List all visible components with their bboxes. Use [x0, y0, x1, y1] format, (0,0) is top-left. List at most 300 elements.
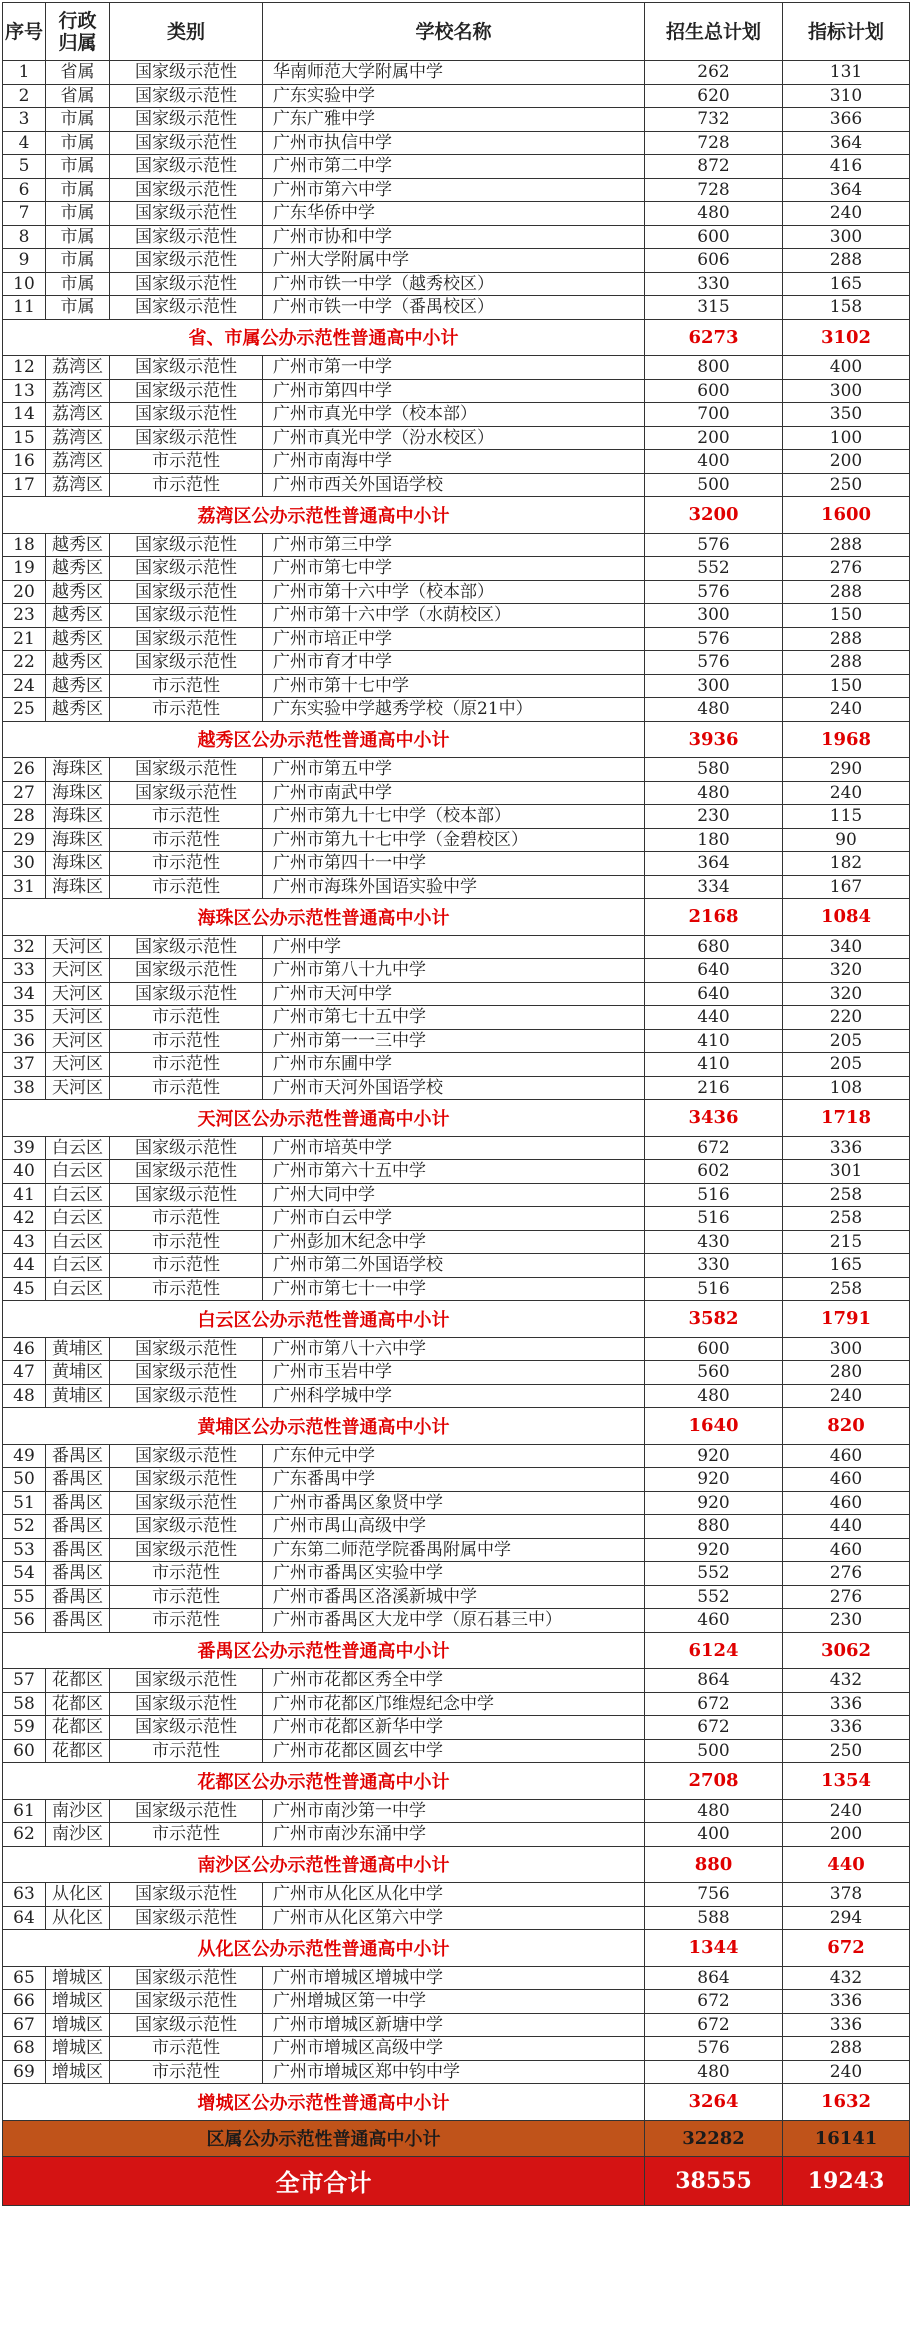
- row-quota-plan: 165: [783, 272, 910, 296]
- table-row: [3, 557, 910, 581]
- row-quota-plan: 288: [783, 651, 910, 675]
- row-total-plan: 200: [645, 426, 783, 450]
- row-admin: 番禺区: [46, 1491, 110, 1515]
- row-school: 广州市培正中学: [263, 627, 645, 651]
- row-admin: 海珠区: [46, 805, 110, 829]
- row-school: 广州市从化区从化中学: [263, 1883, 645, 1907]
- row-quota-plan: 294: [783, 1906, 910, 1930]
- subtotal-total: 880: [645, 1846, 783, 1883]
- row-quota-plan: 205: [783, 1053, 910, 1077]
- row-quota-plan: 230: [783, 1609, 910, 1633]
- row-category: 国家级示范性: [110, 1337, 263, 1361]
- row-total-plan: 516: [645, 1183, 783, 1207]
- row-total-plan: 180: [645, 828, 783, 852]
- subtotal-row: [3, 1408, 910, 1445]
- table-row: [3, 155, 910, 179]
- subtotal-total: 2708: [645, 1763, 783, 1800]
- row-school: 广州科学城中学: [263, 1384, 645, 1408]
- row-admin: 花都区: [46, 1692, 110, 1716]
- row-quota-plan: 364: [783, 178, 910, 202]
- row-category: 市示范性: [110, 1076, 263, 1100]
- row-no: 43: [3, 1230, 46, 1254]
- row-no: 36: [3, 1029, 46, 1053]
- row-admin: 荔湾区: [46, 379, 110, 403]
- row-no: 65: [3, 1966, 46, 1990]
- row-quota-plan: 320: [783, 959, 910, 983]
- row-total-plan: 864: [645, 1669, 783, 1693]
- row-total-plan: 576: [645, 651, 783, 675]
- row-quota-plan: 280: [783, 1361, 910, 1385]
- table-row: [3, 982, 910, 1006]
- row-no: 42: [3, 1207, 46, 1231]
- row-category: 国家级示范性: [110, 1160, 263, 1184]
- row-total-plan: 480: [645, 698, 783, 722]
- row-total-plan: 672: [645, 2013, 783, 2037]
- row-quota-plan: 460: [783, 1468, 910, 1492]
- row-school: 广州市第五中学: [263, 758, 645, 782]
- row-admin: 越秀区: [46, 627, 110, 651]
- row-no: 64: [3, 1906, 46, 1930]
- table-row: [3, 1337, 910, 1361]
- row-admin: 白云区: [46, 1160, 110, 1184]
- row-quota-plan: 300: [783, 379, 910, 403]
- row-school: 广东实验中学越秀学校（原21中）: [263, 698, 645, 722]
- row-category: 国家级示范性: [110, 1883, 263, 1907]
- row-admin: 番禺区: [46, 1538, 110, 1562]
- row-school: 广州市第十七中学: [263, 674, 645, 698]
- row-no: 25: [3, 698, 46, 722]
- row-category: 市示范性: [110, 805, 263, 829]
- row-no: 22: [3, 651, 46, 675]
- row-quota-plan: 250: [783, 1739, 910, 1763]
- subtotal-row: [3, 1100, 910, 1137]
- row-total-plan: 872: [645, 155, 783, 179]
- row-quota-plan: 400: [783, 356, 910, 380]
- row-total-plan: 480: [645, 1799, 783, 1823]
- row-category: 国家级示范性: [110, 1361, 263, 1385]
- subtotal-quota: 1718: [783, 1100, 910, 1137]
- subtotal-label: 从化区公办示范性普通高中小计: [3, 1930, 645, 1967]
- row-school: 广州市第九十七中学（校本部）: [263, 805, 645, 829]
- table-row: [3, 2037, 910, 2061]
- row-admin: 天河区: [46, 1029, 110, 1053]
- row-category: 国家级示范性: [110, 379, 263, 403]
- row-no: 26: [3, 758, 46, 782]
- row-school: 广东仲元中学: [263, 1444, 645, 1468]
- table-row: [3, 178, 910, 202]
- table-row: [3, 1444, 910, 1468]
- city-total-quota: 19243: [783, 2156, 910, 2205]
- row-admin: 海珠区: [46, 758, 110, 782]
- row-quota-plan: 350: [783, 403, 910, 427]
- row-category: 市示范性: [110, 1053, 263, 1077]
- row-total-plan: 606: [645, 249, 783, 273]
- subtotal-total: 6273: [645, 319, 783, 356]
- row-admin: 市属: [46, 178, 110, 202]
- header-quota-plan: 指标计划: [783, 3, 910, 61]
- row-no: 10: [3, 272, 46, 296]
- row-admin: 番禺区: [46, 1515, 110, 1539]
- table-row: [3, 1906, 910, 1930]
- row-quota-plan: 200: [783, 450, 910, 474]
- row-total-plan: 576: [645, 627, 783, 651]
- row-admin: 海珠区: [46, 852, 110, 876]
- row-quota-plan: 288: [783, 2037, 910, 2061]
- row-quota-plan: 336: [783, 1716, 910, 1740]
- table-row: [3, 272, 910, 296]
- row-no: 20: [3, 580, 46, 604]
- row-school: 广州市第二外国语学校: [263, 1254, 645, 1278]
- row-category: 国家级示范性: [110, 296, 263, 320]
- district-total-label: 区属公办示范性普通高中小计: [3, 2120, 645, 2156]
- row-no: 44: [3, 1254, 46, 1278]
- row-total-plan: 700: [645, 403, 783, 427]
- row-admin: 越秀区: [46, 674, 110, 698]
- row-total-plan: 552: [645, 1585, 783, 1609]
- table-row: [3, 2013, 910, 2037]
- row-admin: 省属: [46, 84, 110, 108]
- row-quota-plan: 131: [783, 61, 910, 85]
- subtotal-row: [3, 2084, 910, 2121]
- row-total-plan: 576: [645, 2037, 783, 2061]
- row-quota-plan: 460: [783, 1491, 910, 1515]
- row-category: 市示范性: [110, 1277, 263, 1301]
- table-row: [3, 2060, 910, 2084]
- header-total-plan: 招生总计划: [645, 3, 783, 61]
- row-admin: 番禺区: [46, 1562, 110, 1586]
- district-total-quota: 16141: [783, 2120, 910, 2156]
- table-row: [3, 935, 910, 959]
- subtotal-label: 花都区公办示范性普通高中小计: [3, 1763, 645, 1800]
- table-row: [3, 131, 910, 155]
- subtotal-quota: 3062: [783, 1632, 910, 1669]
- row-no: 19: [3, 557, 46, 581]
- row-no: 41: [3, 1183, 46, 1207]
- row-admin: 番禺区: [46, 1468, 110, 1492]
- subtotal-label: 增城区公办示范性普通高中小计: [3, 2084, 645, 2121]
- row-total-plan: 602: [645, 1160, 783, 1184]
- row-no: 6: [3, 178, 46, 202]
- row-school: 广州市花都区新华中学: [263, 1716, 645, 1740]
- table-row: [3, 828, 910, 852]
- row-school: 广州市东圃中学: [263, 1053, 645, 1077]
- row-admin: 天河区: [46, 1076, 110, 1100]
- row-no: 50: [3, 1468, 46, 1492]
- row-quota-plan: 460: [783, 1444, 910, 1468]
- row-admin: 黄埔区: [46, 1361, 110, 1385]
- header-school: 学校名称: [263, 3, 645, 61]
- row-category: 国家级示范性: [110, 272, 263, 296]
- row-admin: 白云区: [46, 1136, 110, 1160]
- table-row: [3, 533, 910, 557]
- row-quota-plan: 290: [783, 758, 910, 782]
- row-quota-plan: 288: [783, 627, 910, 651]
- row-school: 广州市第四十一中学: [263, 852, 645, 876]
- row-quota-plan: 158: [783, 296, 910, 320]
- table-row: [3, 674, 910, 698]
- row-school: 广州市第十六中学（水荫校区）: [263, 604, 645, 628]
- subtotal-quota: 440: [783, 1846, 910, 1883]
- row-category: 市示范性: [110, 698, 263, 722]
- row-quota-plan: 288: [783, 533, 910, 557]
- row-school: 广州市第八十九中学: [263, 959, 645, 983]
- row-no: 15: [3, 426, 46, 450]
- row-school: 广州市第七十一中学: [263, 1277, 645, 1301]
- row-total-plan: 480: [645, 781, 783, 805]
- row-category: 国家级示范性: [110, 1906, 263, 1930]
- row-quota-plan: 364: [783, 131, 910, 155]
- row-admin: 越秀区: [46, 557, 110, 581]
- row-school: 广州市第九十七中学（金碧校区）: [263, 828, 645, 852]
- row-admin: 市属: [46, 225, 110, 249]
- row-category: 国家级示范性: [110, 758, 263, 782]
- row-no: 49: [3, 1444, 46, 1468]
- row-total-plan: 672: [645, 1136, 783, 1160]
- row-school: 广州市海珠外国语实验中学: [263, 875, 645, 899]
- row-school: 广州市协和中学: [263, 225, 645, 249]
- row-no: 48: [3, 1384, 46, 1408]
- subtotal-quota: 1600: [783, 497, 910, 534]
- subtotal-quota: 1354: [783, 1763, 910, 1800]
- subtotal-total: 3436: [645, 1100, 783, 1137]
- row-total-plan: 410: [645, 1029, 783, 1053]
- row-category: 国家级示范性: [110, 1384, 263, 1408]
- table-row: [3, 202, 910, 226]
- row-no: 27: [3, 781, 46, 805]
- table-row: [3, 1669, 910, 1693]
- row-category: 国家级示范性: [110, 1799, 263, 1823]
- row-no: 11: [3, 296, 46, 320]
- row-admin: 天河区: [46, 935, 110, 959]
- row-no: 69: [3, 2060, 46, 2084]
- row-quota-plan: 276: [783, 557, 910, 581]
- row-school: 广州市番禺区大龙中学（原石碁三中）: [263, 1609, 645, 1633]
- header-no: 序号: [3, 3, 46, 61]
- row-admin: 白云区: [46, 1230, 110, 1254]
- row-category: 国家级示范性: [110, 2013, 263, 2037]
- row-admin: 市属: [46, 272, 110, 296]
- subtotal-label: 省、市属公办示范性普通高中小计: [3, 319, 645, 356]
- subtotal-quota: 1084: [783, 899, 910, 936]
- table-row: [3, 1609, 910, 1633]
- enrollment-plan-table: [2, 2, 910, 2206]
- row-total-plan: 480: [645, 202, 783, 226]
- table-row: [3, 1538, 910, 1562]
- row-category: 国家级示范性: [110, 1692, 263, 1716]
- row-total-plan: 600: [645, 379, 783, 403]
- row-admin: 越秀区: [46, 698, 110, 722]
- row-category: 国家级示范性: [110, 61, 263, 85]
- subtotal-quota: 672: [783, 1930, 910, 1967]
- row-category: 国家级示范性: [110, 1136, 263, 1160]
- table-row: [3, 1562, 910, 1586]
- subtotal-row: [3, 1763, 910, 1800]
- row-quota-plan: 115: [783, 805, 910, 829]
- row-admin: 增城区: [46, 2037, 110, 2061]
- subtotal-label: 天河区公办示范性普通高中小计: [3, 1100, 645, 1137]
- row-category: 国家级示范性: [110, 155, 263, 179]
- row-school: 广州市第六中学: [263, 178, 645, 202]
- city-total-row: [3, 2156, 910, 2205]
- row-quota-plan: 150: [783, 604, 910, 628]
- row-no: 32: [3, 935, 46, 959]
- row-total-plan: 330: [645, 272, 783, 296]
- row-no: 21: [3, 627, 46, 651]
- row-no: 4: [3, 131, 46, 155]
- row-admin: 越秀区: [46, 651, 110, 675]
- row-admin: 海珠区: [46, 828, 110, 852]
- row-admin: 增城区: [46, 2013, 110, 2037]
- row-no: 29: [3, 828, 46, 852]
- row-no: 30: [3, 852, 46, 876]
- row-total-plan: 672: [645, 1990, 783, 2014]
- subtotal-quota: 820: [783, 1408, 910, 1445]
- row-admin: 天河区: [46, 982, 110, 1006]
- row-category: 国家级示范性: [110, 651, 263, 675]
- row-admin: 白云区: [46, 1277, 110, 1301]
- row-category: 市示范性: [110, 473, 263, 497]
- table-row: [3, 296, 910, 320]
- row-admin: 省属: [46, 61, 110, 85]
- table-row: [3, 1491, 910, 1515]
- table-row: [3, 1799, 910, 1823]
- header-admin: [46, 3, 110, 61]
- subtotal-total: 6124: [645, 1632, 783, 1669]
- row-category: 市示范性: [110, 1006, 263, 1030]
- row-quota-plan: 100: [783, 426, 910, 450]
- row-quota-plan: 300: [783, 225, 910, 249]
- table-row: [3, 450, 910, 474]
- row-total-plan: 672: [645, 1692, 783, 1716]
- row-quota-plan: 416: [783, 155, 910, 179]
- table-row: [3, 651, 910, 675]
- row-total-plan: 500: [645, 473, 783, 497]
- row-category: 市示范性: [110, 1562, 263, 1586]
- row-admin: 从化区: [46, 1883, 110, 1907]
- subtotal-label: 黄埔区公办示范性普通高中小计: [3, 1408, 645, 1445]
- row-no: 56: [3, 1609, 46, 1633]
- table-row: [3, 875, 910, 899]
- row-category: 市示范性: [110, 674, 263, 698]
- row-no: 3: [3, 108, 46, 132]
- row-no: 39: [3, 1136, 46, 1160]
- row-total-plan: 864: [645, 1966, 783, 1990]
- row-category: 国家级示范性: [110, 1444, 263, 1468]
- row-quota-plan: 301: [783, 1160, 910, 1184]
- row-admin: 越秀区: [46, 580, 110, 604]
- row-school: 广东第二师范学院番禺附属中学: [263, 1538, 645, 1562]
- row-quota-plan: 432: [783, 1966, 910, 1990]
- row-school: 广州市禺山高级中学: [263, 1515, 645, 1539]
- row-school: 广州市育才中学: [263, 651, 645, 675]
- row-school: 广州市培英中学: [263, 1136, 645, 1160]
- row-category: 国家级示范性: [110, 1966, 263, 1990]
- row-school: 广州市花都区秀全中学: [263, 1669, 645, 1693]
- subtotal-row: [3, 721, 910, 758]
- row-quota-plan: 205: [783, 1029, 910, 1053]
- row-quota-plan: 310: [783, 84, 910, 108]
- row-total-plan: 620: [645, 84, 783, 108]
- row-admin: 越秀区: [46, 533, 110, 557]
- row-school: 广州市南海中学: [263, 450, 645, 474]
- row-admin: 增城区: [46, 1990, 110, 2014]
- row-category: 市示范性: [110, 875, 263, 899]
- row-category: 市示范性: [110, 2037, 263, 2061]
- row-school: 广州市第四中学: [263, 379, 645, 403]
- row-quota-plan: 300: [783, 1337, 910, 1361]
- row-category: 国家级示范性: [110, 225, 263, 249]
- row-quota-plan: 167: [783, 875, 910, 899]
- row-total-plan: 920: [645, 1468, 783, 1492]
- row-quota-plan: 366: [783, 108, 910, 132]
- row-admin: 番禺区: [46, 1609, 110, 1633]
- row-no: 24: [3, 674, 46, 698]
- row-school: 广州增城区第一中学: [263, 1990, 645, 2014]
- row-no: 35: [3, 1006, 46, 1030]
- row-category: 国家级示范性: [110, 627, 263, 651]
- row-admin: 增城区: [46, 2060, 110, 2084]
- row-quota-plan: 336: [783, 1136, 910, 1160]
- subtotal-row: [3, 899, 910, 936]
- table-row: [3, 1692, 910, 1716]
- row-admin: 白云区: [46, 1207, 110, 1231]
- row-school: 广东华侨中学: [263, 202, 645, 226]
- row-total-plan: 588: [645, 1906, 783, 1930]
- row-school: 广州市第七十五中学: [263, 1006, 645, 1030]
- row-quota-plan: 108: [783, 1076, 910, 1100]
- row-category: 国家级示范性: [110, 1491, 263, 1515]
- row-school: 广东实验中学: [263, 84, 645, 108]
- row-no: 33: [3, 959, 46, 983]
- row-admin: 花都区: [46, 1716, 110, 1740]
- row-no: 14: [3, 403, 46, 427]
- row-no: 9: [3, 249, 46, 273]
- row-total-plan: 440: [645, 1006, 783, 1030]
- row-admin: 市属: [46, 296, 110, 320]
- row-total-plan: 756: [645, 1883, 783, 1907]
- row-total-plan: 640: [645, 982, 783, 1006]
- row-no: 60: [3, 1739, 46, 1763]
- row-total-plan: 680: [645, 935, 783, 959]
- subtotal-quota: 1968: [783, 721, 910, 758]
- row-school: 广州市西关外国语学校: [263, 473, 645, 497]
- row-school: 广州市花都区邝维煜纪念中学: [263, 1692, 645, 1716]
- row-total-plan: 400: [645, 1823, 783, 1847]
- subtotal-label: 越秀区公办示范性普通高中小计: [3, 721, 645, 758]
- table-row: [3, 1883, 910, 1907]
- table-row: [3, 1716, 910, 1740]
- row-admin: 荔湾区: [46, 450, 110, 474]
- row-quota-plan: 336: [783, 1692, 910, 1716]
- row-no: 52: [3, 1515, 46, 1539]
- row-quota-plan: 240: [783, 202, 910, 226]
- row-no: 55: [3, 1585, 46, 1609]
- row-quota-plan: 336: [783, 1990, 910, 2014]
- subtotal-total: 2168: [645, 899, 783, 936]
- row-total-plan: 315: [645, 296, 783, 320]
- table-row: [3, 426, 910, 450]
- row-total-plan: 552: [645, 557, 783, 581]
- row-category: 市示范性: [110, 2060, 263, 2084]
- row-no: 37: [3, 1053, 46, 1077]
- city-total-label: 全市合计: [3, 2156, 645, 2205]
- row-no: 1: [3, 61, 46, 85]
- row-quota-plan: 220: [783, 1006, 910, 1030]
- row-admin: 天河区: [46, 1053, 110, 1077]
- subtotal-total: 3582: [645, 1301, 783, 1338]
- row-total-plan: 216: [645, 1076, 783, 1100]
- row-category: 市示范性: [110, 1029, 263, 1053]
